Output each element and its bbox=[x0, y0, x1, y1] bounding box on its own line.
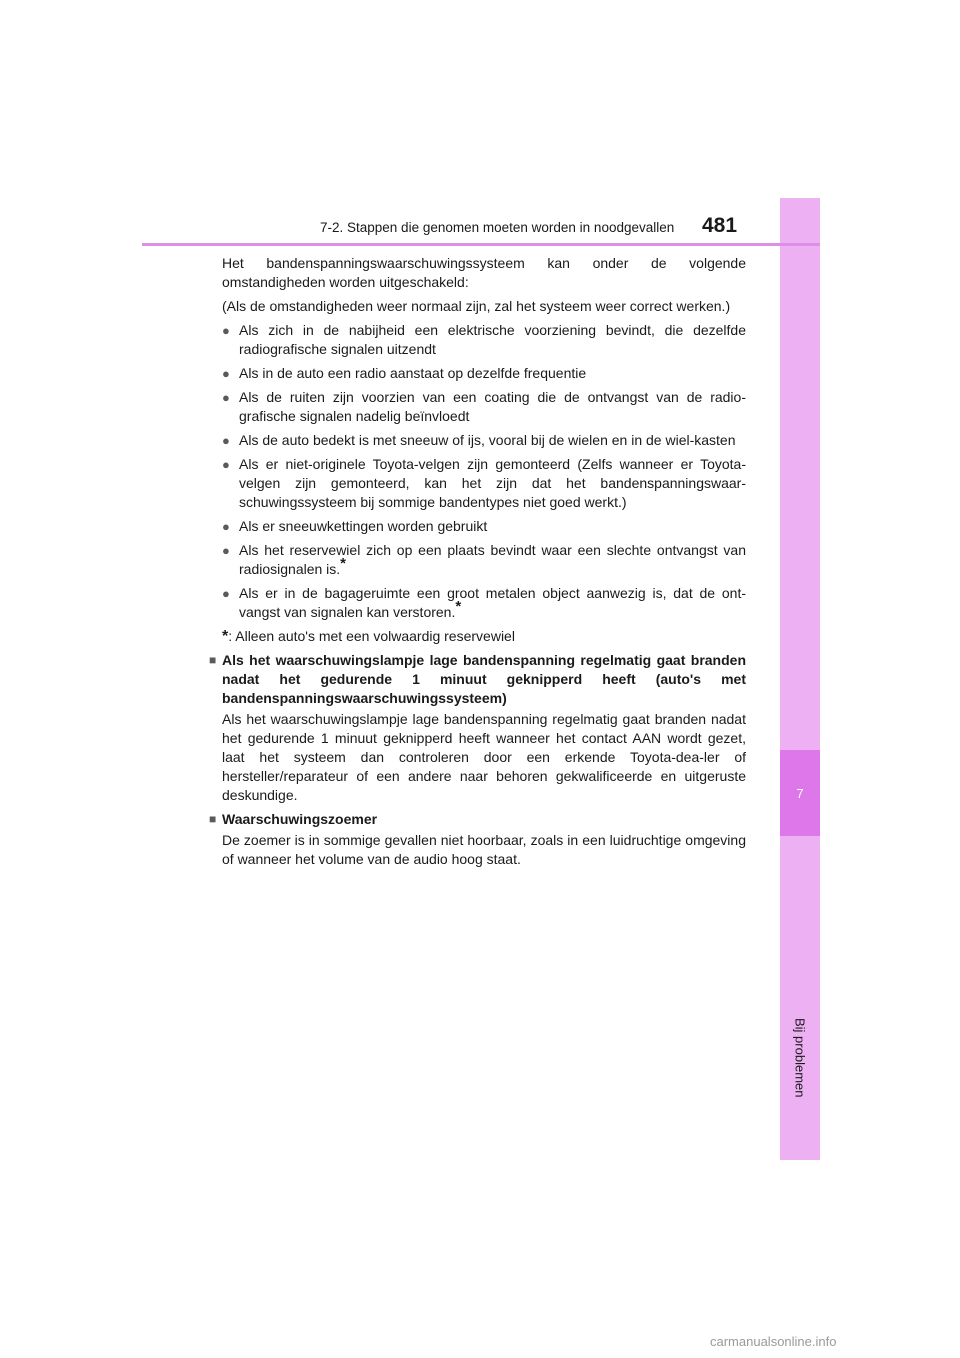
list-item bbox=[222, 321, 746, 359]
list-item bbox=[222, 584, 746, 622]
intro-note: (Als de omstandigheden weer normaal zijn, zal het systeem weer correct werken.) bbox=[222, 298, 731, 314]
list-item-text: Als er niet-originele Toyota-velgen zijn gemonteerd (Zelfs wanneer er Toyota-velgen zijn gemonteerd, kan het zijn dat het bandenspanningswaar-schuwingssysteem bij sommige bandentypes niet goed werkt.) bbox=[239, 456, 746, 510]
chapter-number-block bbox=[780, 750, 820, 836]
bullet-icon: ● bbox=[222, 323, 230, 338]
page-header-title: 7-2. Stappen die genomen moeten worden in noodgevallen bbox=[320, 220, 675, 235]
list-item bbox=[222, 517, 746, 536]
section-body: Als het waarschuwingslampje lage bandenspanning regelmatig gaat branden nadat het gedurende 1 minuut geknipperd heeft wanneer het contact AAN wordt gezet, laat het systeem dan controleren door een erkende Toyota-dea-ler of hersteller/reparateur of een andere naar behoren gekwalificeerde en uitgeruste deskundige. bbox=[222, 711, 746, 803]
list-item-text: Als de auto bedekt is met sneeuw of ijs, vooral bij de wielen en in de wiel-kasten bbox=[239, 432, 736, 448]
section-label-wrap bbox=[780, 1018, 820, 1098]
chapter-number: 7 bbox=[796, 785, 804, 801]
footnote bbox=[222, 627, 746, 646]
list-item bbox=[222, 455, 746, 512]
bullet-icon: ● bbox=[222, 390, 230, 405]
list-item-text: Als in de auto een radio aanstaat op dezelfde frequentie bbox=[239, 365, 587, 381]
bullet-icon: ● bbox=[222, 366, 230, 381]
section-square-icon: ■ bbox=[209, 812, 217, 826]
list-item-text: Als er sneeuwkettingen worden gebruikt bbox=[239, 518, 488, 534]
footnote-star: * bbox=[222, 628, 229, 645]
footnote-star: * bbox=[455, 598, 462, 615]
section-heading bbox=[209, 810, 746, 829]
list-item bbox=[222, 541, 746, 579]
list-item-text: Als de ruiten zijn voorzien van een coating die de ontvangst van de radio-grafische signalen nadelig beïnvloedt bbox=[239, 389, 746, 424]
list-item bbox=[222, 431, 746, 450]
header-rule bbox=[142, 243, 820, 246]
section-heading-text: Waarschuwingszoemer bbox=[222, 811, 378, 827]
bullet-icon: ● bbox=[222, 543, 230, 558]
list-item-text: Als zich in de nabijheid een elektrische voorziening bevindt, die dezelfde radiografische signalen uitzendt bbox=[239, 322, 746, 357]
section-square-icon: ■ bbox=[209, 653, 217, 667]
bullet-icon: ● bbox=[222, 433, 230, 448]
list-item-text: Als het reservewiel zich op een plaats bevindt waar een slechte ontvangst van radiosignalen is. bbox=[239, 542, 746, 577]
footnote-text: : Alleen auto's met een volwaardig reservewiel bbox=[228, 628, 515, 644]
bullet-icon: ● bbox=[222, 457, 230, 472]
section-body: De zoemer is in sommige gevallen niet hoorbaar, zoals in een luidruchtige omgeving of wanneer het volume van de audio hoog staat. bbox=[222, 832, 746, 867]
footnote-star: * bbox=[340, 555, 347, 572]
list-item bbox=[222, 388, 746, 426]
bullet-icon: ● bbox=[222, 519, 230, 534]
intro-paragraph: Het bandenspanningswaarschuwingssysteem kan onder de volgende omstandigheden worden uitgeschakeld: bbox=[222, 255, 746, 290]
bullet-icon: ● bbox=[222, 586, 230, 601]
section-heading bbox=[209, 651, 746, 708]
section-heading-text: Als het waarschuwingslampje lage bandenspanning regelmatig gaat branden nadat het gedurende 1 minuut geknipperd heeft (auto's met bandenspanningswaarschuwingssysteem) bbox=[222, 652, 746, 706]
list-item-text: Als er in de bagageruimte een groot metalen object aanwezig is, dat de ont-vangst van signalen kan verstoren. bbox=[239, 585, 746, 620]
section-label: Bij problemen bbox=[792, 1018, 808, 1098]
list-item bbox=[222, 364, 746, 383]
chapter-side-tab bbox=[780, 198, 820, 1160]
page-number: 481 bbox=[702, 214, 738, 237]
page-content bbox=[209, 254, 746, 874]
watermark-text: carmanualsonline.info bbox=[710, 1334, 837, 1349]
